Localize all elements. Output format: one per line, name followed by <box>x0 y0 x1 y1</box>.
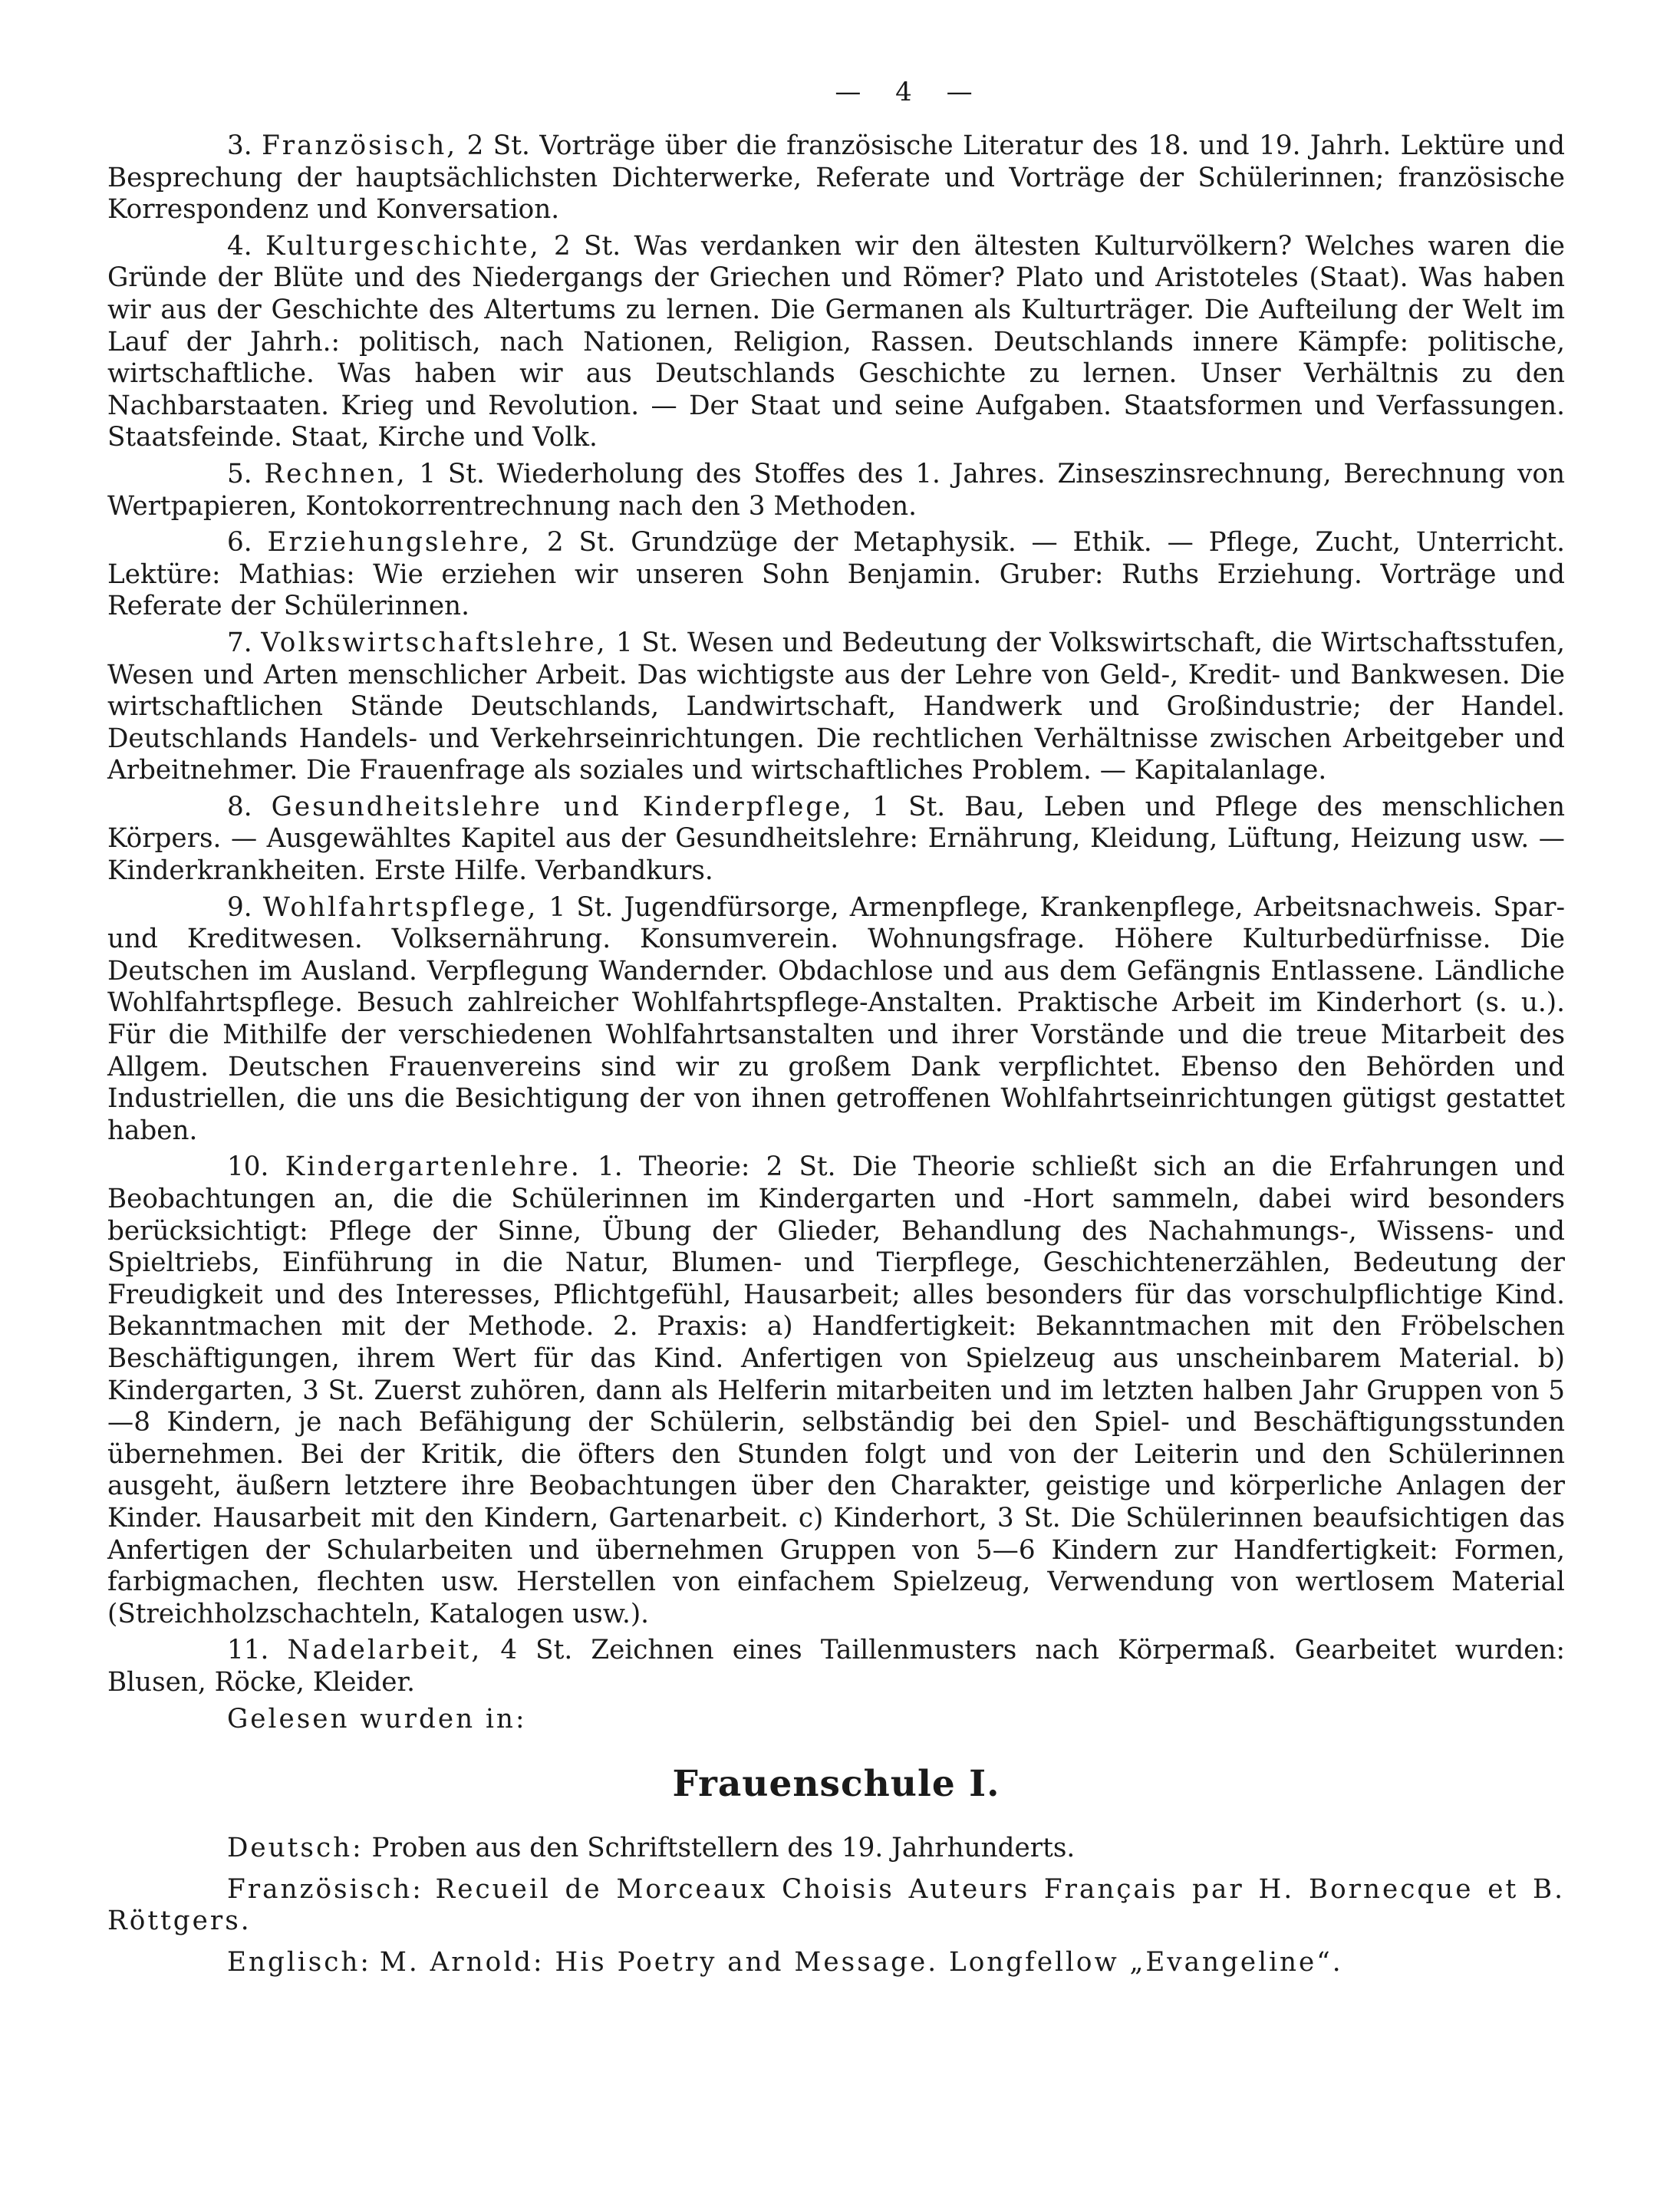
subject-text: Was verdanken wir den ältesten Kulturvölkern? Welches waren die Gründe der Blüte und des Niedergangs der Griechen und Römer? Plato und Aristoteles (Staat). Was haben wir aus der Geschichte des Altertums zu lernen. Die Germanen als Kulturträger. Die Aufteilung der Welt im Lauf der Jahrh.: politisch, nach Nationen, Religion, Rassen. Deutschlands innere Kämpfe: politische, wirtschaftliche. Was haben wir aus Deutschlands Geschichte zu lernen. Unser Verhältnis zu den Nachbarstaaten. Krieg und Revolution. — Der Staat und seine Aufgaben. Staatsformen und Verfassungen. Staatsfeinde. Staat, Kirche und Volk. <box>107 230 1565 453</box>
subject-number: 5. <box>227 458 252 489</box>
reading-text: Proben aus den Schriftstellern des 19. Jahrhunderts. <box>371 1833 1076 1864</box>
reading-text: M. Arnold: His Poetry and Message. Longfellow „Evangeline“. <box>379 1946 1343 1978</box>
subject-number: 7. <box>227 627 252 658</box>
subject-text: Jugendfürsorge, Armenpflege, Krankenpflege, Arbeitsnachweis. Spar- und Kreditwesen. Volksernährung. Konsumverein. Wohnungsfrage. Höhere Kulturbedürfnisse. Die Deutschen im Ausland. Verpflegung Wandernder. Obdachlose und aus dem Gefängnis Entlassene. Ländliche Wohlfahrtspflege. Besuch zahlreicher Wohlfahrtspflege-Anstalten. Praktische Arbeit im Kinderhort (s. u.). Für die Mithilfe der verschiedenen Wohlfahrtsanstalten und ihrer Vorstände und die treue Mitarbeit des Allgem. Deutschen Frauenvereins sind wir zu großem Dank verpflichtet. Ebenso den Behörden und Industriellen, die uns die Besichtigung der von ihnen getroffenen Wohlfahrtseinrichtungen gütigst gestattet haben. <box>107 891 1566 1146</box>
subject-hours: 1 St. <box>616 627 679 658</box>
read-intro <box>107 1704 1565 1736</box>
subject-number: 8. <box>227 791 252 822</box>
subject-text: Zeichnen eines Taillenmusters nach Körpermaß. Gearbeitet wurden: Blusen, Röcke, Kleider. <box>107 1635 1565 1698</box>
subject-text: Grundzüge der Metaphysik. — Ethik. — Pflege, Zucht, Unterricht. Lektüre: Mathias: Wie erziehen wir unseren Sohn Benjamin. Gruber: Ruths Erziehung. Vorträge und Referate der Schülerinnen. <box>107 527 1565 622</box>
subject-paragraph <box>107 1635 1565 1698</box>
subject-paragraph <box>107 527 1565 623</box>
subject-name: Kindergartenlehre. <box>285 1151 581 1183</box>
subject-hours: 4 St. <box>500 1635 573 1666</box>
subject-paragraph <box>107 792 1565 888</box>
page-number-dash-right: — <box>946 77 976 107</box>
subject-name: Volkswirtschaftslehre, <box>261 627 608 658</box>
subject-paragraph <box>107 892 1565 1148</box>
subject-hours: 1 St. <box>419 458 485 489</box>
subject-text: Bau, Leben und Pflege des menschlichen Körpers. — Ausgewähltes Kapitel aus der Gesundheitslehre: Ernährung, Kleidung, Lüftung, Heizung usw. — Kinderkrankheiten. Erste Hilfe. Verbandkurs. <box>107 791 1566 887</box>
subject-hours: 1 St. <box>872 791 946 822</box>
subject-hours: 2 St. <box>553 230 621 262</box>
reading-subject: Deutsch: <box>227 1833 364 1864</box>
subject-text: Wesen und Bedeutung der Volkswirtschaft, die Wirtschaftsstufen, Wesen und Arten menschlicher Arbeit. Das wichtigste aus der Lehre von Geld-, Kredit- und Bankwesen. Die wirtschaftlichen Stände Deutschlands, Landwirtschaft, Handwerk und Großindustrie; der Handel. Deutschlands Handels- und Verkehrseinrichtungen. Die rechtlichen Verhältnisse zwischen Arbeitgeber und Arbeitnehmer. Die Frauenfrage als soziales und wirtschaftliches Problem. — Kapitalanlage. <box>107 627 1565 786</box>
reading-item <box>107 1947 1565 1979</box>
subject-number: 11. <box>227 1635 269 1666</box>
reading-subject: Englisch: <box>227 1946 371 1978</box>
subject-name: Wohlfahrtspflege, <box>262 891 539 923</box>
subject-hours: 2 St. <box>546 527 616 558</box>
subject-name: Rechnen, <box>264 458 407 489</box>
subject-name: Französisch, <box>262 130 458 161</box>
document-page <box>107 77 1565 1988</box>
subject-paragraph <box>107 459 1565 522</box>
section-title: Frauenschule I. <box>672 1763 1000 1806</box>
subject-name: Erziehungslehre, <box>267 527 532 558</box>
subject-number: 9. <box>227 891 252 923</box>
subject-name: Kulturgeschichte, <box>265 230 541 262</box>
reading-item <box>107 1874 1565 1938</box>
page-number-dash-left: — <box>835 77 865 107</box>
subject-name: Gesundheitslehre und Kinderpflege, <box>271 791 854 822</box>
subject-paragraph <box>107 628 1565 787</box>
subject-paragraph <box>107 1151 1565 1630</box>
subject-text: Wiederholung des Stoffes des 1. Jahres. Zinseszinsrechnung, Berechnung von Wertpapieren, Kontokorrentrechnung nach den 3 Methoden. <box>107 458 1565 522</box>
subject-number: 10. <box>227 1151 269 1183</box>
subject-text: 1. Theorie: 2 St. Die Theorie schließt sich an die Erfahrungen und Beobachtungen an, die die Schülerinnen im Kindergarten und -Hort sammeln, dabei wird besonders berücksichtigt: Pflege der Sinne, Übung der Glieder, Behandlung des Nachahmungs-, Wissens- und Spieltriebs, Einführung in die Natur, Blumen- und Tierpflege, Geschichtenerzählen, Bedeutung der Freudigkeit und des Interesses, Pflichtgefühl, Hausarbeit; alles besonders für das vorschulpflichtige Kind. Bekanntmachen mit der Methode. 2. Praxis: a) Handfertigkeit: Bekanntmachen mit den Fröbelschen Beschäftigungen, ihrem Wert für das Kind. Anfertigen von Spielzeug aus unscheinbarem Material. b) Kindergarten, 3 St. Zuerst zuhören, dann als Helferin mitarbeiten und im letzten halben Jahr Gruppen von 5—8 Kindern, je nach Befähigung der Schülerin, selbständig bei den Spiel- und Beschäftigungsstunden übernehmen. Bei der Kritik, die öfters den Stunden folgt und von der Leiterin und den Schülerinnen ausgeht, äußern letztere ihre Beobachtungen über den Charakter, geistige und körperliche Anlagen der Kinder. Hausarbeit mit den Kindern, Gartenarbeit. c) Kinderhort, 3 St. Die Schülerinnen beaufsichtigen das Anfertigen der Schularbeiten und übernehmen Gruppen von 5—6 Kindern zur Handfertigkeit: Formen, farbigmachen, flechten usw. Herstellen von einfachem Spielzeug, Verwendung von wertlosem Material (Streichholzschachteln, Katalogen usw.). <box>107 1151 1565 1629</box>
subject-number: 6. <box>227 527 252 558</box>
subject-number: 3. <box>227 130 252 161</box>
reading-text: Recueil de Morceaux Choisis Auteurs Français par H. Bornecque et B. Röttgers. <box>107 1873 1566 1937</box>
reading-item <box>107 1833 1565 1865</box>
subject-text: Vorträge über die französische Literatur des 18. und 19. Jahrh. Lektüre und Besprechung der hauptsächlichsten Dichterwerke, Referate und Vorträge der Schülerinnen; französische Korrespondenz und Konversation. <box>107 130 1565 226</box>
subject-number: 4. <box>227 230 252 262</box>
subject-hours: 1 St. <box>548 891 614 923</box>
subject-paragraph <box>107 130 1565 226</box>
read-intro-text: Gelesen wurden in: <box>227 1703 527 1734</box>
subject-hours: 2 St. <box>466 130 530 161</box>
subject-paragraph <box>107 231 1565 454</box>
reading-subject: Französisch: <box>227 1873 423 1905</box>
page-number <box>245 77 1565 107</box>
page-number-value: 4 <box>895 77 915 107</box>
subject-name: Nadelarbeit, <box>287 1635 483 1666</box>
